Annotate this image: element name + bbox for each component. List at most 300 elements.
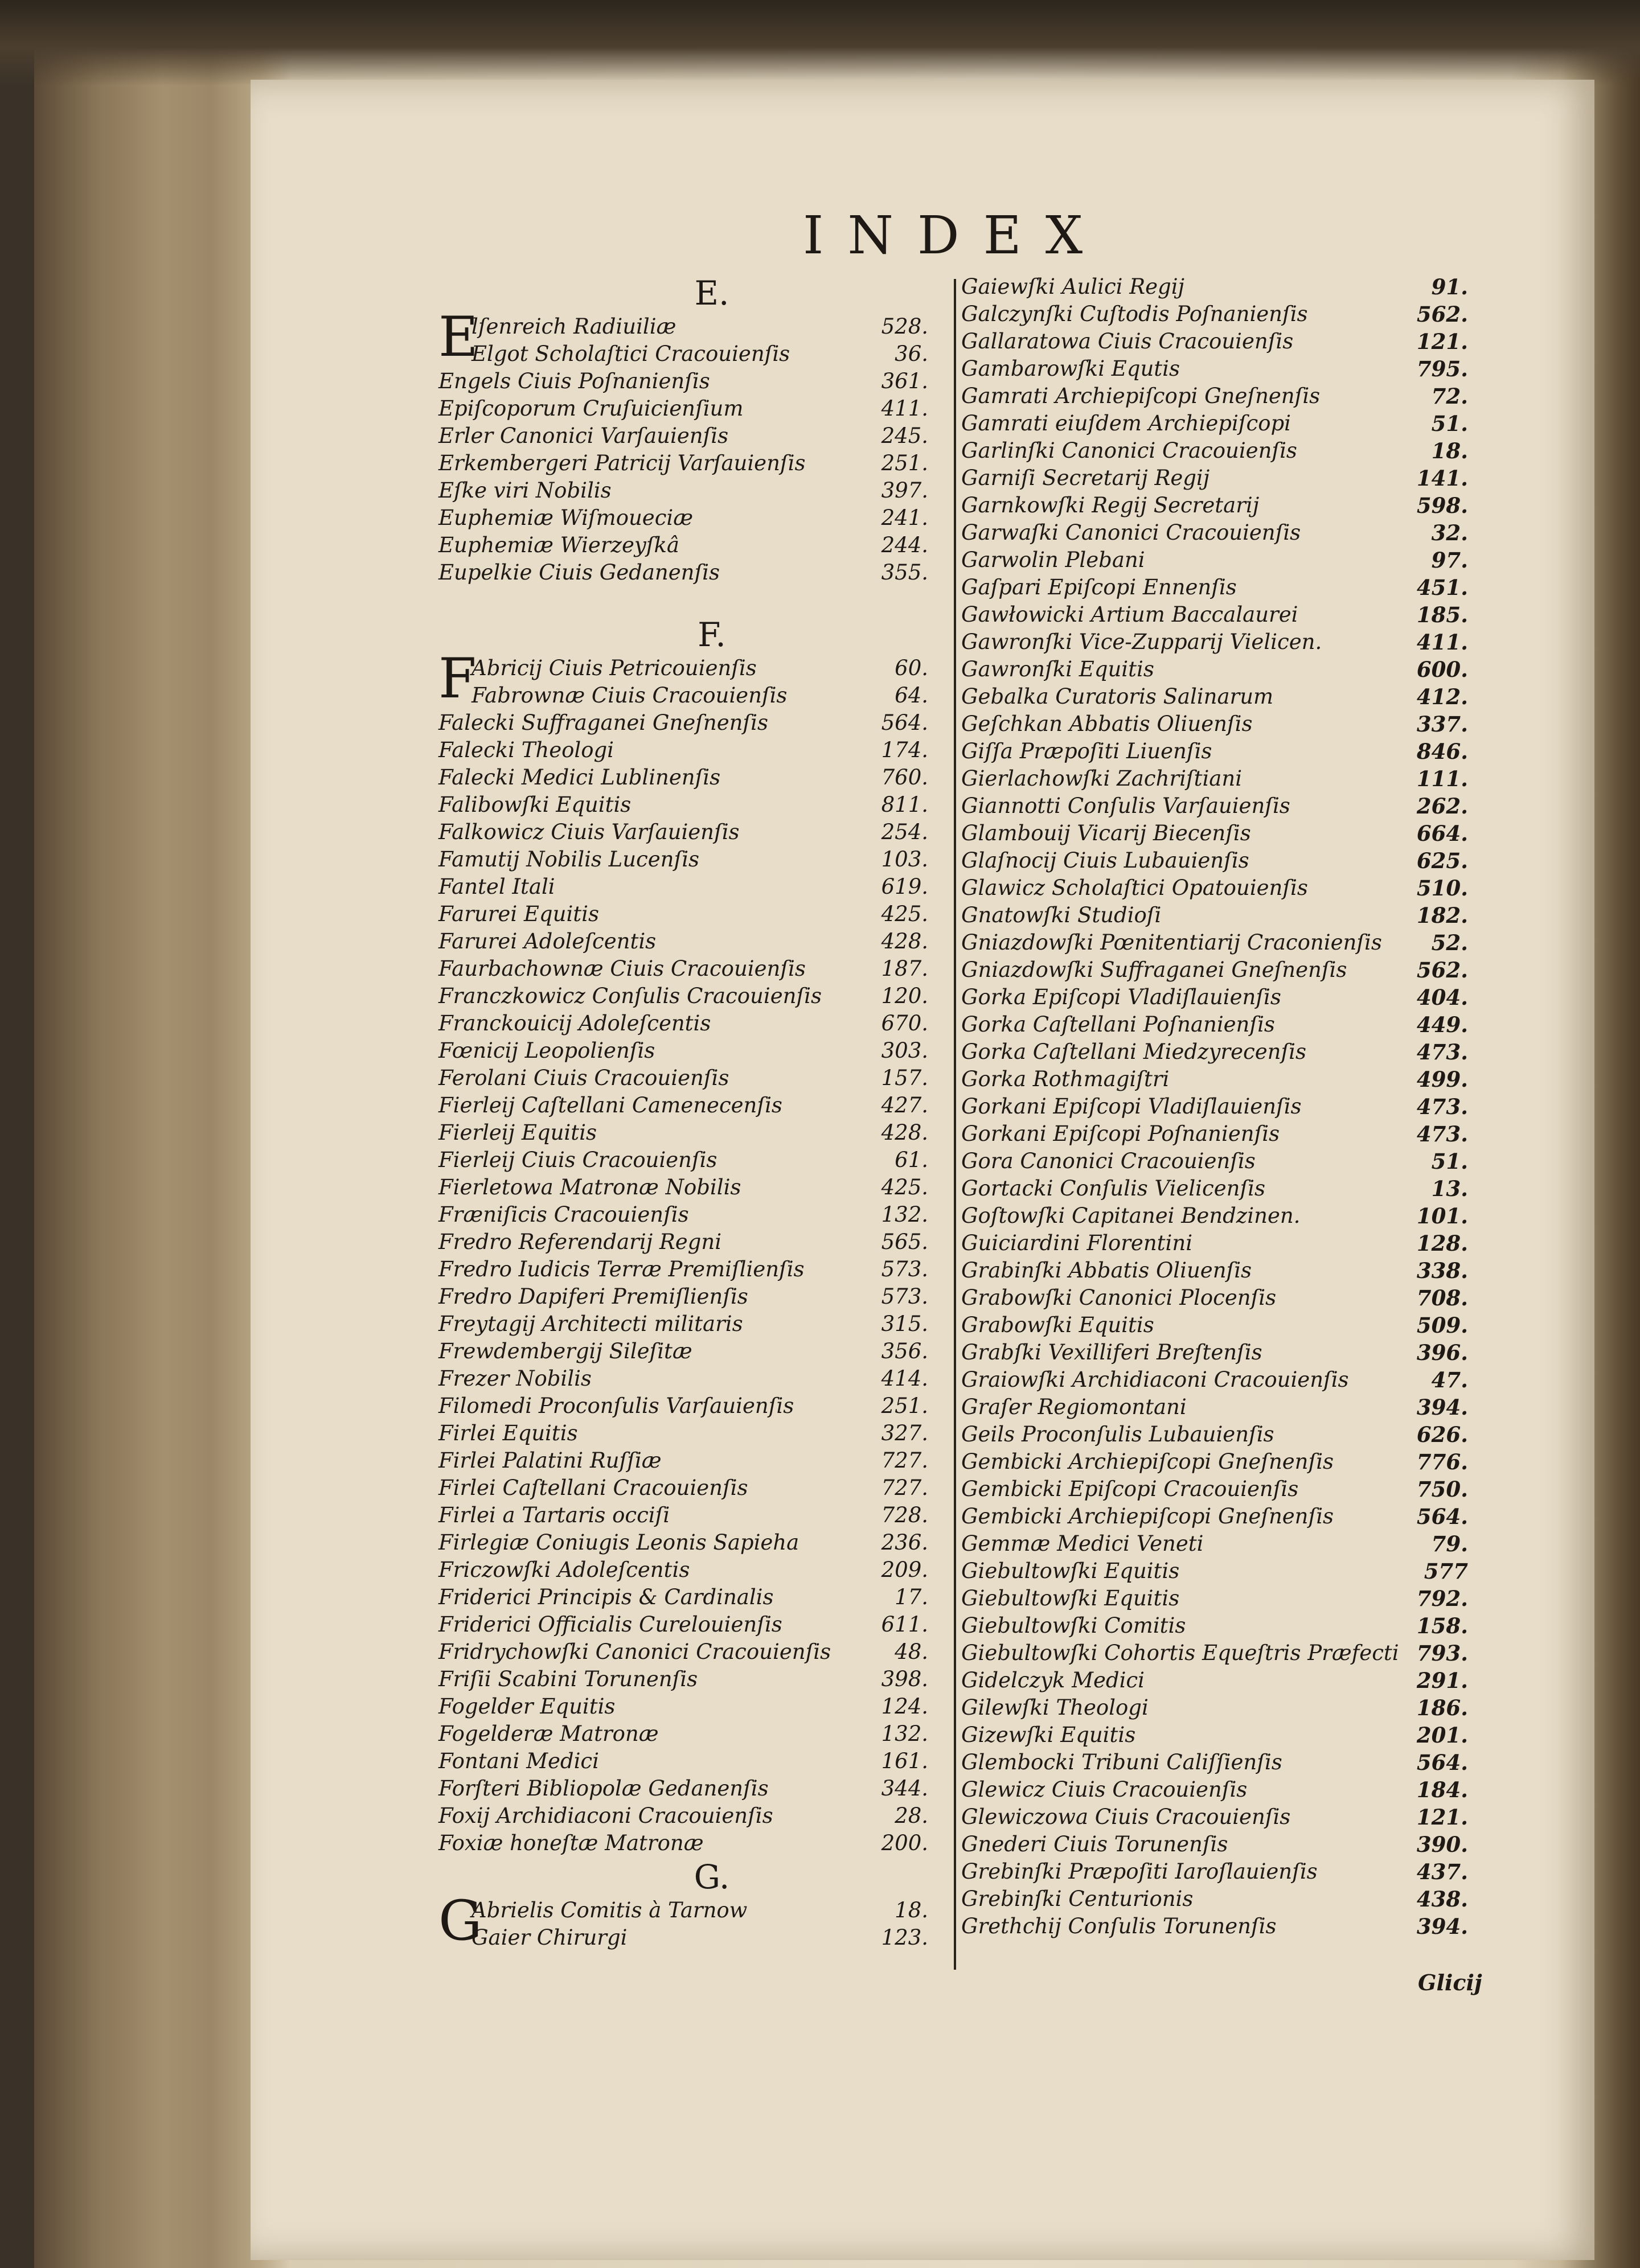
entry-name: Euphemiæ Wierzeyſkâ	[438, 533, 679, 557]
entry-name: Epiſcoporum Cruſuicienſium	[438, 396, 744, 421]
entry-name: Erler Canonici Varſauienſis	[438, 424, 729, 448]
entry-page-number: 241.	[881, 506, 928, 530]
index-entry	[961, 519, 1468, 547]
entry-name: Gorkani Epiſcopi Poſnanienſis	[961, 1121, 1280, 1146]
entry-page-number: 411.	[881, 396, 928, 421]
entry-page-number: 72.	[1431, 384, 1468, 409]
index-entry	[438, 1638, 951, 1666]
entry-name: Geſchkan Abbatis Oliuenſis	[961, 712, 1253, 736]
entry-page-number: 251.	[881, 1394, 928, 1418]
entry-name: Faurbachownæ Ciuis Cracouienſis	[438, 956, 806, 981]
entry-page-number: 91.	[1431, 274, 1468, 299]
index-entry	[961, 656, 1468, 683]
entry-name: Gorka Caſtellani Poſnanienſis	[961, 1012, 1275, 1037]
entry-page-number: 18.	[1431, 438, 1468, 463]
index-entry	[961, 792, 1468, 820]
entry-page-number: 428.	[881, 1120, 928, 1145]
entry-name: Gembicki Archiepiſcopi Gneſnenſis	[961, 1449, 1334, 1474]
entry-page-number: 438.	[1416, 1887, 1468, 1912]
entry-page-number: 727.	[881, 1448, 928, 1473]
entry-name: Friczowſki Adoleſcentis	[438, 1558, 690, 1582]
index-entry	[961, 547, 1468, 574]
index-entry	[438, 1666, 951, 1693]
entry-name: Gawronſki Equitis	[961, 657, 1154, 681]
entry-page-number: 846.	[1416, 739, 1468, 764]
right-column	[961, 273, 1468, 1940]
entry-name: Fierletowa Matronæ Nobilis	[438, 1175, 741, 1199]
entry-page-number: 811.	[881, 792, 928, 817]
index-entry	[438, 1338, 951, 1365]
index-entry	[961, 765, 1468, 792]
entry-page-number: 390.	[1416, 1832, 1468, 1857]
entry-page-number: 792.	[1416, 1586, 1468, 1611]
entry-page-number: 254.	[881, 820, 928, 844]
index-entry	[961, 1448, 1468, 1476]
entry-name: Graiowſki Archidiaconi Cracouienſis	[961, 1367, 1349, 1392]
index-entry	[438, 395, 951, 422]
entry-page-number: 425.	[881, 1175, 928, 1199]
entry-name: Famutij Nobilis Lucenſis	[438, 847, 700, 872]
entry-name: Gambarowſki Equtis	[961, 356, 1180, 381]
entry-page-number: 427.	[881, 1093, 928, 1117]
entry-name: Gembicki Epiſcopi Cracouienſis	[961, 1477, 1299, 1501]
index-entry	[961, 738, 1468, 765]
entry-page-number: 123.	[881, 1925, 928, 1950]
entry-name: Garniſi Secretarij Regij	[961, 466, 1210, 490]
index-entry	[961, 929, 1468, 956]
entry-page-number: 428.	[881, 929, 928, 954]
index-entry	[438, 682, 951, 709]
entry-page-number: 128.	[1416, 1231, 1468, 1256]
entry-page-number: 473.	[1416, 1121, 1468, 1147]
entry-page-number: 727.	[881, 1476, 928, 1500]
index-entry	[438, 1037, 951, 1065]
index-entry	[961, 1011, 1468, 1038]
section-spacer	[438, 586, 951, 615]
entry-page-number: 262.	[1416, 794, 1468, 819]
section-letter: E.	[694, 274, 729, 313]
entry-name: Giannotti Conſulis Varſauienſis	[961, 794, 1290, 818]
entry-name: Glewicz Ciuis Cracouienſis	[961, 1777, 1248, 1802]
entry-name: Gorka Rothmagiſtri	[961, 1067, 1170, 1091]
index-entry	[961, 1558, 1468, 1585]
entry-name: Fantel Itali	[438, 874, 555, 899]
entry-name: Grethchij Conſulis Torunenſis	[961, 1914, 1277, 1938]
entry-name: Galczynſki Cuſtodis Poſnanienſis	[961, 302, 1308, 326]
entry-name: Fridrychowſki Canonici Cracouienſis	[438, 1640, 831, 1664]
entry-name: Gaiewſki Aulici Regij	[961, 274, 1185, 299]
entry-page-number: 101.	[1416, 1203, 1468, 1228]
entry-name: Gniazdowſki Pœnitentiarij Craconienſis	[961, 930, 1382, 955]
index-entry	[961, 328, 1468, 355]
entry-name: Firlei Equitis	[438, 1421, 578, 1445]
entry-page-number: 396.	[1416, 1340, 1468, 1365]
index-entry	[438, 1474, 951, 1502]
index-entry	[438, 819, 951, 846]
index-entry	[961, 628, 1468, 656]
index-entry	[961, 847, 1468, 874]
entry-page-number: 510.	[1416, 876, 1468, 901]
index-entry	[438, 764, 951, 791]
index-entry	[961, 465, 1468, 492]
entry-name: Gnatowſki Studioſi	[961, 903, 1162, 927]
entry-page-number: 209.	[881, 1558, 928, 1582]
entry-name: Abricij Ciuis Petricouienſis	[472, 656, 757, 680]
entry-name: Abrielis Comitis à Tarnow	[472, 1898, 748, 1922]
index-entry	[961, 1530, 1468, 1558]
entry-page-number: 48.	[895, 1640, 928, 1664]
entry-page-number: 182.	[1416, 903, 1468, 928]
index-entry	[961, 984, 1468, 1011]
index-entry	[438, 901, 951, 928]
section-letter: G.	[694, 1858, 730, 1896]
index-entry	[438, 1228, 951, 1256]
index-entry	[961, 1585, 1468, 1612]
entry-name: Gamrati Archiepiſcopi Gneſnenſis	[961, 384, 1321, 408]
left-column	[438, 273, 951, 1951]
entry-name: Gaſpari Epiſcopi Ennenſis	[961, 575, 1237, 599]
entry-page-number: 411.	[1416, 630, 1468, 655]
index-entry	[961, 1640, 1468, 1667]
entry-page-number: 13.	[1431, 1176, 1468, 1201]
entry-page-number: 795.	[1416, 356, 1468, 381]
entry-name: Garnkowſki Regij Secretarij	[961, 493, 1260, 517]
index-entry	[438, 1830, 951, 1857]
entry-name: Firlegiæ Coniugis Leonis Sapieha	[438, 1530, 800, 1555]
entry-page-number: 528.	[881, 314, 928, 339]
index-entry	[438, 450, 951, 477]
entry-page-number: 473.	[1416, 1094, 1468, 1119]
index-entry	[961, 574, 1468, 601]
entry-page-number: 17.	[895, 1585, 928, 1609]
entry-page-number: 598.	[1416, 493, 1468, 518]
entry-page-number: 60.	[895, 656, 928, 680]
index-entry	[961, 1230, 1468, 1257]
index-entry	[438, 340, 951, 368]
book-top-edge	[0, 0, 1640, 85]
index-entry	[961, 902, 1468, 929]
entry-name: Fierleij Equitis	[438, 1120, 597, 1145]
entry-name: Gorka Epiſcopi Vladiſlauienſis	[961, 985, 1281, 1009]
index-entry	[438, 1802, 951, 1830]
index-entry	[438, 955, 951, 983]
index-entry	[961, 956, 1468, 984]
index-entry	[961, 1093, 1468, 1120]
index-entry	[961, 410, 1468, 437]
entry-page-number: 121.	[1416, 1805, 1468, 1830]
entry-page-number: 200.	[881, 1831, 928, 1855]
entry-page-number: 793.	[1416, 1641, 1468, 1666]
entry-name: Fierleij Caſtellani Camenecenſis	[438, 1093, 782, 1117]
index-entry	[961, 874, 1468, 902]
index-entry	[438, 1119, 951, 1147]
index-entry	[438, 559, 951, 586]
entry-page-number: 327.	[881, 1421, 928, 1445]
entry-page-number: 776.	[1416, 1449, 1468, 1474]
entry-page-number: 750.	[1416, 1477, 1468, 1502]
entry-page-number: 121.	[1416, 329, 1468, 354]
entry-page-number: 303.	[881, 1038, 928, 1063]
index-entry	[961, 1257, 1468, 1284]
entry-name: Gilewſki Theologi	[961, 1695, 1149, 1720]
index-entry	[961, 1175, 1468, 1202]
entry-name: Freytagij Architecti militaris	[438, 1312, 743, 1336]
entry-page-number: 425.	[881, 902, 928, 926]
index-entry	[961, 601, 1468, 628]
drop-capital: E	[438, 305, 479, 369]
entry-name: Franczkowicz Conſulis Cracouienſis	[438, 984, 822, 1008]
entry-page-number: 562.	[1416, 302, 1468, 327]
column-divider	[954, 279, 956, 1970]
entry-page-number: 573.	[881, 1257, 928, 1281]
entry-name: Falkowicz Ciuis Varſauienſis	[438, 820, 740, 844]
index-entry	[961, 1885, 1468, 1913]
index-entry	[961, 1394, 1468, 1421]
index-entry	[438, 1392, 951, 1420]
entry-page-number: 184.	[1416, 1777, 1468, 1802]
index-entry	[438, 1283, 951, 1310]
index-entry	[438, 1174, 951, 1201]
entry-name: Fogelderæ Matronæ	[438, 1721, 659, 1746]
index-entry	[961, 1776, 1468, 1803]
entry-name: Giſſa Præpoſiti Liuenſis	[961, 739, 1212, 763]
index-entry	[961, 1421, 1468, 1448]
entry-page-number: 664.	[1416, 821, 1468, 846]
entry-name: Eupelkie Ciuis Gedanenſis	[438, 560, 720, 585]
entry-name: Farurei Equitis	[438, 902, 599, 926]
index-entry	[961, 1612, 1468, 1640]
index-entry	[961, 1694, 1468, 1721]
index-entry	[961, 492, 1468, 519]
entry-page-number: 97.	[1431, 548, 1468, 573]
entry-page-number: 161.	[881, 1749, 928, 1773]
entry-name: Eſke viri Nobilis	[438, 478, 612, 503]
entry-name: Fabrownæ Ciuis Cracouienſis	[472, 683, 788, 708]
index-entry	[438, 422, 951, 450]
entry-page-number: 451.	[1416, 575, 1468, 600]
entry-name: Gora Canonici Cracouienſis	[961, 1149, 1256, 1173]
entry-page-number: 52.	[1431, 930, 1468, 955]
index-entry	[438, 1092, 951, 1119]
index-entry	[438, 1924, 951, 1951]
entry-page-number: 356.	[881, 1339, 928, 1363]
entry-page-number: 573.	[881, 1284, 928, 1309]
entry-name: Garwolin Plebani	[961, 548, 1145, 572]
entry-name: lſenreich Radiuiliæ	[472, 314, 676, 339]
entry-page-number: 564.	[1416, 1750, 1468, 1775]
entry-page-number: 414.	[881, 1366, 928, 1391]
entry-page-number: 28.	[895, 1803, 928, 1828]
entry-page-number: 47.	[1431, 1367, 1468, 1392]
entry-page-number: 473.	[1416, 1040, 1468, 1065]
entry-name: Gniazdowſki Suffraganei Gneſnenſis	[961, 958, 1347, 982]
index-entry	[438, 1310, 951, 1338]
entry-name: Gamrati eiuſdem Archiepiſcopi	[961, 411, 1292, 435]
entry-page-number: 412.	[1416, 684, 1468, 709]
page-title: INDEX	[803, 205, 1107, 266]
index-entry	[961, 1476, 1468, 1503]
entry-name: Gawronſki Vice-Zupparij Vielicen.	[961, 630, 1322, 654]
entry-name: Franckouicij Adoleſcentis	[438, 1011, 711, 1036]
index-entry	[438, 1201, 951, 1228]
entry-name: Friderici Officialis Curelouienſis	[438, 1612, 782, 1637]
index-entry	[961, 1284, 1468, 1312]
entry-name: Gnederi Ciuis Torunenſis	[961, 1832, 1228, 1856]
entry-name: Fogelder Equitis	[438, 1694, 616, 1719]
entry-page-number: 564.	[881, 710, 928, 735]
index-entry	[438, 1611, 951, 1638]
index-entry	[438, 477, 951, 504]
entry-name: Gierlachowſki Zachriſtiani	[961, 766, 1243, 791]
index-entry	[961, 437, 1468, 465]
entry-name: Frewdembergij Sileſitæ	[438, 1339, 692, 1363]
index-entry	[438, 1010, 951, 1037]
entry-name: Falecki Suffraganei Gneſnenſis	[438, 710, 768, 735]
entry-name: Gizewſki Equitis	[961, 1723, 1136, 1747]
entry-name: Farurei Adoleſcentis	[438, 929, 657, 954]
entry-page-number: 437.	[1416, 1859, 1468, 1884]
index-entry	[438, 873, 951, 901]
entry-name: Friderici Principis & Cardinalis	[438, 1585, 774, 1609]
entry-name: Fredro Dapiferi Premiſlienſis	[438, 1284, 748, 1309]
entry-page-number: 132.	[881, 1721, 928, 1746]
entry-page-number: 577	[1424, 1559, 1468, 1584]
entry-name: Guiciardini Florentini	[961, 1231, 1193, 1255]
entry-page-number: 120.	[881, 984, 928, 1008]
entry-name: Fræniſicis Cracouienſis	[438, 1202, 689, 1227]
index-entry	[438, 1447, 951, 1474]
index-entry	[438, 1256, 951, 1283]
index-entry	[961, 683, 1468, 710]
entry-name: Goſtowſki Capitanei Bendzinen.	[961, 1203, 1301, 1228]
index-entry	[961, 1038, 1468, 1066]
index-entry	[438, 1584, 951, 1611]
index-entry	[438, 368, 951, 395]
index-entry	[961, 1721, 1468, 1749]
entry-page-number: 79.	[1431, 1531, 1468, 1556]
index-entry	[961, 1066, 1468, 1093]
entry-name: Euphemiæ Wiſmoueciæ	[438, 506, 694, 530]
index-entry	[961, 1749, 1468, 1776]
entry-name: Gortacki Conſulis Vielicenſis	[961, 1176, 1265, 1201]
entry-name: Glembocki Tribuni Caliſſienſis	[961, 1750, 1282, 1774]
index-entry	[438, 737, 951, 764]
index-entry	[438, 846, 951, 873]
entry-name: Gidelczyk Medici	[961, 1668, 1145, 1692]
entry-name: Gorkani Epiſcopi Vladiſlauienſis	[961, 1094, 1302, 1119]
entry-page-number: 158.	[1416, 1613, 1468, 1638]
index-entry	[961, 1202, 1468, 1230]
entry-name: Giebultowſki Cohortis Equeſtris Præfecti	[961, 1641, 1399, 1665]
entry-page-number: 64.	[895, 683, 928, 708]
index-entry	[438, 1529, 951, 1556]
index-entry	[961, 273, 1468, 301]
index-entry	[961, 1858, 1468, 1885]
entry-name: Glambouij Vicarij Biecenſis	[961, 821, 1251, 845]
entry-page-number: 449.	[1416, 1012, 1468, 1037]
entry-name: Ferolani Ciuis Cracouienſis	[438, 1066, 729, 1090]
entry-page-number: 619.	[881, 874, 928, 899]
entry-page-number: 344.	[881, 1776, 928, 1801]
entry-page-number: 355.	[881, 560, 928, 585]
index-entry	[438, 709, 951, 737]
entry-name: Grabowſki Canonici Plocenſis	[961, 1285, 1277, 1310]
entry-page-number: 103.	[881, 847, 928, 872]
entry-page-number: 51.	[1431, 411, 1468, 436]
entry-page-number: 397.	[881, 478, 928, 503]
entry-page-number: 398.	[881, 1667, 928, 1691]
index-entry	[961, 1831, 1468, 1858]
entry-name: Gaier Chirurgi	[472, 1925, 628, 1950]
index-entry	[438, 1065, 951, 1092]
entry-name: Fredro Referendarij Regni	[438, 1230, 722, 1254]
entry-name: Elgot Scholaſtici Cracouienſis	[472, 342, 790, 366]
index-entry	[961, 710, 1468, 738]
catchword: Glicij	[1418, 1970, 1482, 1995]
index-entry	[438, 1365, 951, 1392]
entry-name: Graſer Regiomontani	[961, 1395, 1187, 1419]
entry-name: Glaſnocij Ciuis Lubauienſis	[961, 848, 1249, 873]
entry-page-number: 337.	[1416, 712, 1468, 737]
index-entry	[438, 1502, 951, 1529]
entry-page-number: 361.	[881, 369, 928, 393]
entry-name: Firlei a Tartaris occiſi	[438, 1503, 670, 1527]
entry-page-number: 562.	[1416, 958, 1468, 983]
entry-page-number: 32.	[1431, 520, 1468, 545]
entry-name: Erkembergeri Patricij Varſauienſis	[438, 451, 806, 475]
index-entry	[961, 301, 1468, 328]
entry-name: Grabinſki Abbatis Oliuenſis	[961, 1258, 1252, 1283]
entry-page-number: 670.	[881, 1011, 928, 1036]
entry-page-number: 565.	[881, 1230, 928, 1254]
entry-page-number: 132.	[881, 1202, 928, 1227]
entry-name: Grebinſki Præpoſiti Iaroſlauienſis	[961, 1859, 1318, 1884]
entry-page-number: 157.	[881, 1066, 928, 1090]
entry-page-number: 626.	[1416, 1422, 1468, 1447]
entry-page-number: 187.	[881, 956, 928, 981]
entry-name: Fierleij Ciuis Cracouienſis	[438, 1148, 718, 1172]
index-entry	[438, 1147, 951, 1174]
index-entry	[438, 504, 951, 532]
entry-name: Grabowſki Equitis	[961, 1313, 1154, 1337]
entry-name: Fœnicij Leopolienſis	[438, 1038, 655, 1063]
entry-name: Glawicz Scholaſtici Opatouienſis	[961, 876, 1308, 900]
entry-name: Garlinſki Canonici Cracouienſis	[961, 438, 1297, 463]
entry-page-number: 251.	[881, 451, 928, 475]
entry-page-number: 404.	[1416, 985, 1468, 1010]
entry-name: Gawłowicki Artium Baccalaurei	[961, 602, 1298, 627]
drop-capital: F	[438, 647, 477, 710]
entry-name: Firlei Palatini Ruſſiæ	[438, 1448, 662, 1473]
entry-page-number: 394.	[1416, 1395, 1468, 1420]
entry-page-number: 51.	[1431, 1149, 1468, 1174]
entry-name: Forſteri Bibliopolæ Gedanenſis	[438, 1776, 769, 1801]
entry-name: Grebinſki Centurionis	[961, 1887, 1194, 1911]
entry-name: Engels Ciuis Poſnanienſis	[438, 369, 710, 393]
entry-page-number: 315.	[881, 1312, 928, 1336]
index-entry	[961, 1503, 1468, 1530]
index-entry	[438, 928, 951, 955]
entry-name: Falecki Theologi	[438, 738, 614, 762]
entry-name: Gemmæ Medici Veneti	[961, 1531, 1204, 1556]
entry-page-number: 18.	[895, 1898, 928, 1922]
entry-name: Grabſki Vexilliferi Breſtenſis	[961, 1340, 1262, 1365]
entry-page-number: 244.	[881, 533, 928, 557]
index-entry	[961, 1667, 1468, 1694]
entry-page-number: 728.	[881, 1503, 928, 1527]
entry-name: Fredro Iudicis Terræ Premiſlienſis	[438, 1257, 805, 1281]
entry-name: Gebalka Curatoris Salinarum	[961, 684, 1274, 709]
